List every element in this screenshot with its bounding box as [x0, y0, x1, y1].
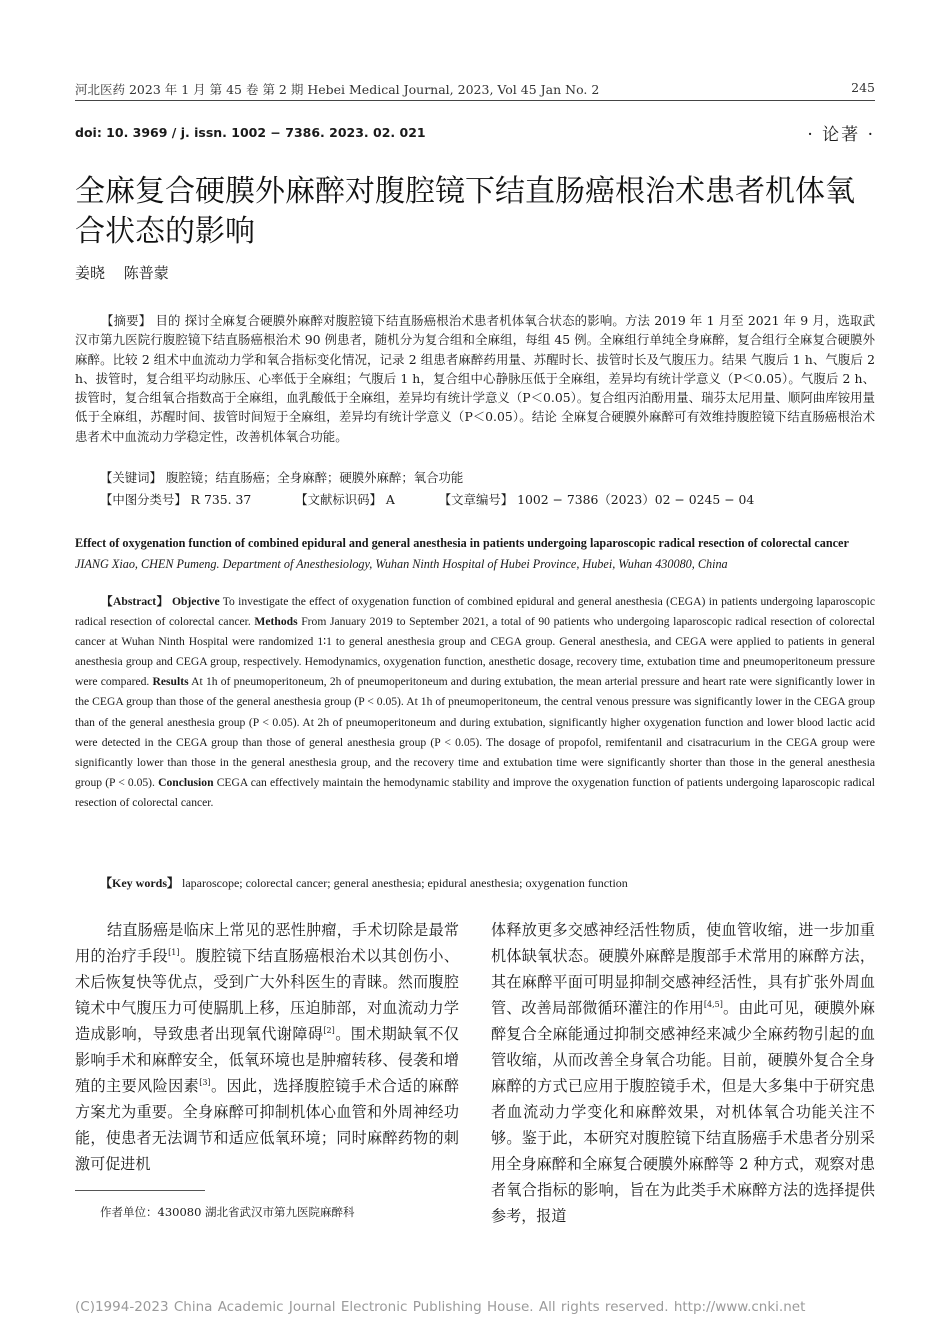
author-affiliation-footnote: 作者单位：430080 湖北省武汉市第九医院麻醉科 [100, 1205, 355, 1219]
citation[interactable]: [4,5] [703, 999, 723, 1009]
abstract-label: 【Abstract】 [101, 595, 169, 608]
authors: 姜晓 陈普蒙 [75, 264, 169, 282]
conclusion-text: CEGA can effectively maintain the hemodynamic stability and improve the oxygenation function of patients undergoing laparoscopic radical resection of colorectal cancer. [75, 775, 876, 809]
english-affiliation: JIANG Xiao, CHEN Pumeng. Department of Anesthesiology, Wuhan Ninth Hospital of Hubei Province, Hubei, Wuhan 430080, China [75, 556, 728, 571]
methods-label: Methods [254, 615, 298, 629]
keywords-en-label: 【Key words】 [100, 876, 179, 890]
copyright-footer: (C)1994-2023 China Academic Journal Electronic Publishing House. All rights reserved. http://www.cnki.net [75, 1299, 806, 1315]
citation[interactable]: [1] [168, 947, 180, 957]
keywords-en-text: laparoscope; colorectal cancer; general anesthesia; epidural anesthesia; oxygenation function [182, 876, 628, 890]
citation[interactable]: [3] [199, 1077, 211, 1087]
footnote-rule [75, 1190, 205, 1191]
methods-text: From January 2019 to September 2021, a total of 90 patients who undergoing laparoscopic radical resection of colorectal cancer at Wuhan Ninth Hospital were randomized 1∶1 to general anesthesia group and CEGA group. General anesthesia, and CEGA were applied to patients in general anesthesia group and CEGA group, respectively. Hemodynamics, oxygenation function, anesthetic dosage, recovery time, extubation time and pneumoperitoneum pressure were compared. [75, 615, 875, 689]
body-text: 结直肠癌是临床上常见的恶性肿瘤，手术切除是最常用的治疗手段 [75, 921, 459, 965]
objective-label: Objective [171, 595, 220, 608]
running-header [75, 80, 875, 98]
page-number: 245 [851, 80, 875, 95]
article-title: 全麻复合硬膜外麻醉对腹腔镜下结直肠癌根治术患者机体氧合状态的影响 [75, 174, 855, 250]
body-text: 。因此，选择腹腔镜手术合适的麻醉方案尤为重要。全身麻醉可抑制机体心血管和外周神经功能，使患者无法调节和适应低氧环境；同时麻醉药物的刺激可促进机 [75, 1077, 459, 1173]
section-label: · 论著 · [807, 125, 875, 145]
english-title: Effect of oxygenation function of combined epidural and general anesthesia in patients undergoing laparoscopic radical resection of colorectal cancer [75, 536, 849, 550]
body-text: 。腹腔镜下结直肠癌根治术以其创伤小、术后恢复快等优点，受到广大外科医生的青睐。然而腹腔镜术中气腹压力可使膈肌上移，压迫肺部，对血流动力学造成影响，导致患者出现氧代谢障碍 [75, 947, 459, 1043]
body-text: 体释放更多交感神经活性物质，使血管收缩，进一步加重机体缺氧状态。硬膜外麻醉是腹部手术常用的麻醉方法，其在麻醉平面可明显抑制交感神经活性，具有扩张外周血管、改善局部微循环灌注的作用 [491, 921, 875, 1017]
keywords-en [100, 874, 875, 891]
body-column-left [75, 917, 459, 1177]
results-text: At 1h of pneumoperitoneum, 2h of pneumoperitoneum and during extubation, the mean arterial pressure and heart rate were significantly lower in the CEGA group than those of the general anesthesia group (P < 0.05). At 1h of pneumoperitoneum, the central venous pressure was significantly lower in the CEGA group than of the general anesthesia group (P < 0.05). At 2h of pneumoperitoneum and during extubation, significantly higher oxygenation function and lower blood lactic acid were detected in the CEGA group than those of general anesthesia group (P < 0.05). The dosage of propofol, remifentanil and cisatracurium in the CEGA group were significantly lower than those in the general anesthesia group, and the recovery time and extubation time were significantly shorter than those in the general anesthesia group (P < 0.05). [75, 675, 876, 789]
journal-info: 河北医药 2023 年 1 月 第 45 卷 第 2 期 Hebei Medical Journal, 2023, Vol 45 Jan No. 2 [75, 82, 600, 97]
body-text: 。由此可见，硬膜外麻醉复合全麻能通过抑制交感神经来减少全麻药物引起的血管收缩，从而改善全身氧合功能。目前，硬膜外复合全身麻醉的方式已应用于腹腔镜手术，但是大多集中于研究患者血流动力学变化和麻醉效果，对机体氧合功能关注不够。鉴于此，本研究对腹腔镜下结直肠癌手术患者分别采用全身麻醉和全麻复合硬膜外麻醉等 2 种方式，观察对患者氧合指标的影响，旨在为此类手术麻醉方法的选择提供参考，报道 [491, 999, 875, 1225]
doi: doi: 10. 3969 / j. issn. 1002 − 7386. 2023. 02. 021 [75, 125, 426, 140]
english-title-block [75, 533, 875, 574]
article-number: 【文章编号】 1002 − 7386（2023）02 − 0245 − 04 [438, 492, 755, 507]
keywords-cn: 【关键词】 腹腔镜；结直肠癌；全身麻醉；硬膜外麻醉；氧合功能 [100, 470, 464, 485]
abstract-en [75, 592, 875, 813]
results-label: Results [152, 675, 189, 689]
body-column-right [491, 917, 875, 1229]
header-rule [75, 100, 875, 101]
clc-number: 【中图分类号】 R 735. 37 [100, 492, 252, 507]
conclusion-label: Conclusion [158, 775, 214, 789]
document-code: 【文献标识码】 A [295, 492, 395, 507]
citation[interactable]: [2] [323, 1025, 335, 1035]
classification-line [100, 490, 875, 509]
objective-text: To investigate the effect of oxygenation function of combined epidural and general anesthesia (CEGA) in patients undergoing laparoscopic radical resection of colorectal cancer. [75, 595, 875, 629]
abstract-cn: 【摘要】 目的 探讨全麻复合硬膜外麻醉对腹腔镜下结直肠癌根治术患者机体氧合状态的影响。方法 2019 年 1 月至 2021 年 9 月，选取武汉市第九医院行腹腔镜下结直肠癌根治术 90 例患者，随机分为复合组和全麻组，每组 45 例。全麻组行单纯全身麻醉，复合组行全麻复合硬膜外麻醉。比较 2 组术中血流动力学和氧合指标变化情况，记录 2 组患者麻醉药用量、苏醒时长、拔管时长及气腹压力。结果 气腹后 1 h、气腹后 2 h、拔管时，复合组平均动脉压、心率低于全麻组；气腹后 1 h，复合组中心静脉压低于全麻组，差异均有统计学意义（P＜0.05）。气腹后 2 h、拔管时，复合组氧合指数高于全麻组，血乳酸低于全麻组，差异均有统计学意义（P＜0.05）。复合组丙泊酚用量、瑞芬太尼用量、顺阿曲库铵用量低于全麻组，苏醒时间、拔管时间短于全麻组，差异均有统计学意义（P＜0.05）。结论 全麻复合硬膜外麻醉可有效维持腹腔镜下结直肠癌根治术患者术中血流动力学稳定性，改善机体氧合功能。 [75, 313, 875, 444]
body-text: 。围术期缺氧不仅影响手术和麻醉安全，低氧环境也是肿瘤转移、侵袭和增殖的主要风险因素 [75, 1025, 459, 1095]
